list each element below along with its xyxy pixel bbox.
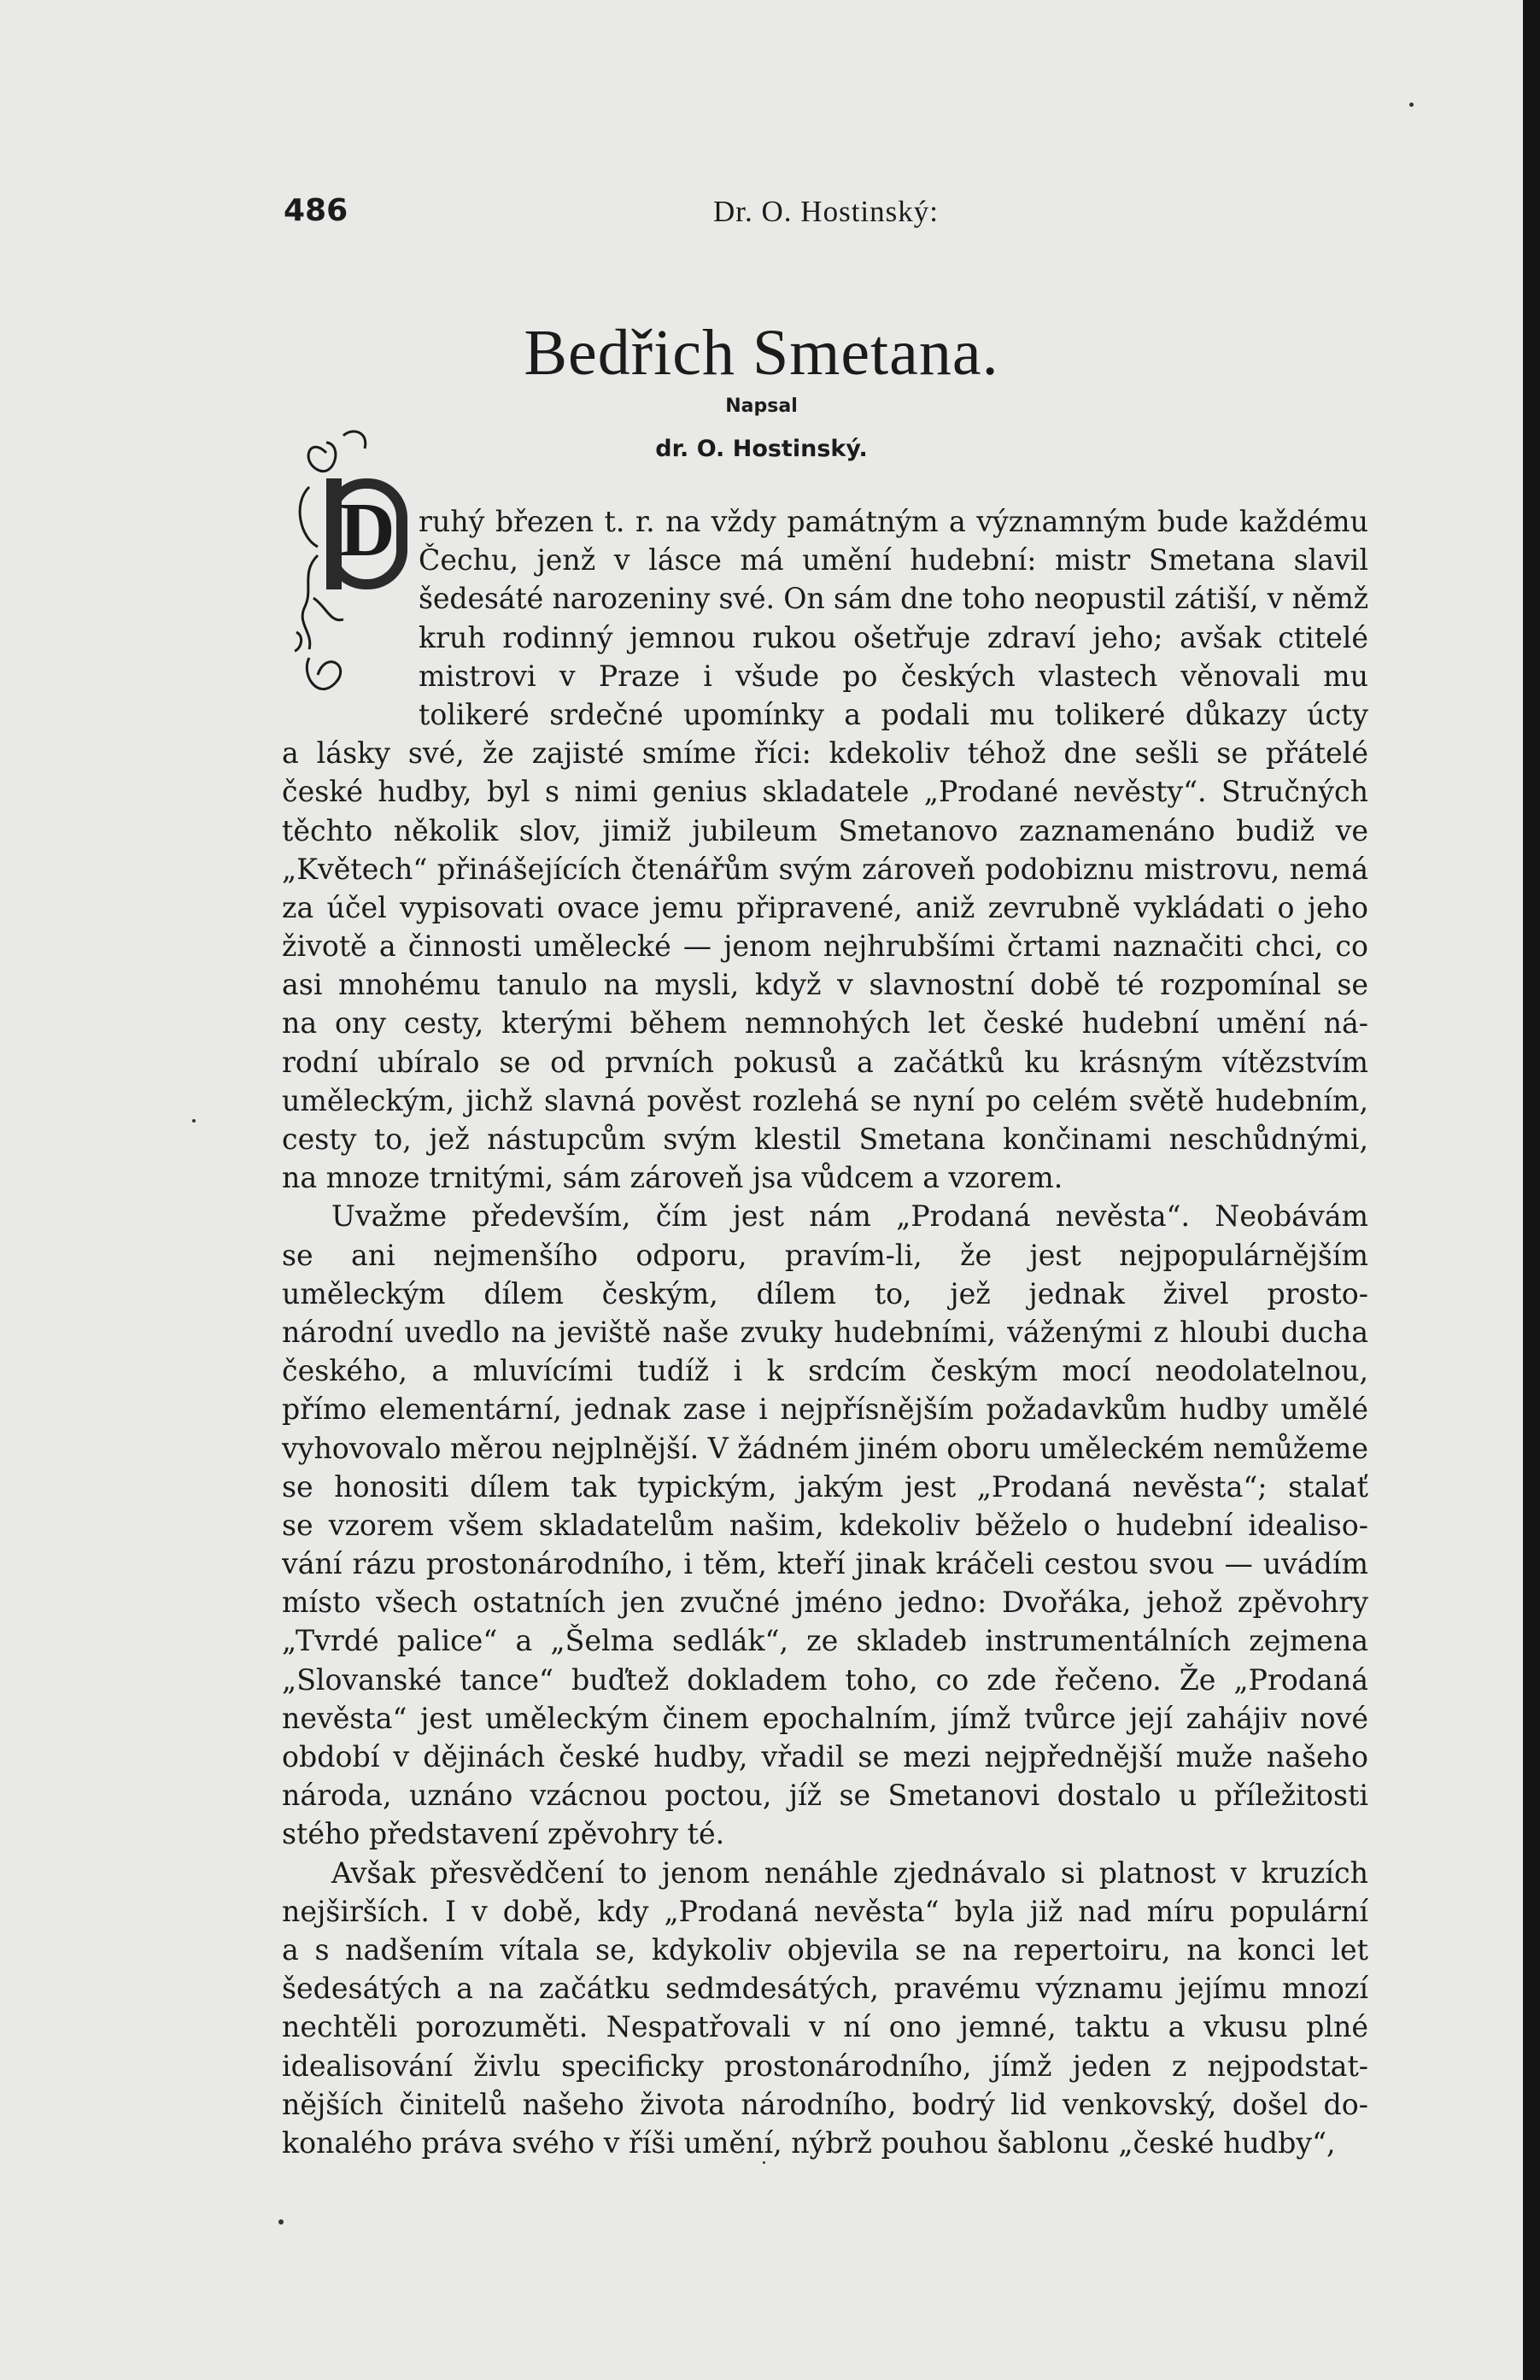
text-line: uměleckým dílem českým, dílem to, jež jednak živel prosto- [282,1276,1368,1310]
article-body [282,502,1368,2162]
page-edge-shadow [1523,0,1540,2380]
text-line: se honositi dílem tak typickým, jakým jest „Prodaná nevěsta“; stalať [282,1469,1368,1504]
text-line: a s nadšením vítala se, kdykoliv objevila se na repertoiru, na konci let [282,1932,1368,1967]
text-line: šedesátých a na začátku sedmdesátých, pravému významu jejímu mnozí [282,1972,1368,2006]
text-line: cesty to, jež nástupcům svým klestil Smetana končinami neschůdnými, [282,1123,1368,1156]
text-line: přímo elementární, jednak zase i nejpřísnějším požadavkům hudby umělé [282,1392,1368,1427]
text-line: idealisování živlu specificky prostonárodního, jímž jeden z nejpodstat- [282,2049,1368,2083]
text-line: asi mnohému tanulo na mysli, když v slavnostní době té rozpomínal se [282,968,1368,1002]
byline-author: dr. O. Hostinský. [655,436,868,462]
paper-speck [763,2161,765,2164]
text-line: místo všech ostatních jen zvučné jméno jedno: Dvořáka, jehož zpěvohry [282,1586,1368,1620]
text-line: „Slovanské tance“ buďtež dokladem toho, co zde řečeno. Že „Prodaná [282,1662,1368,1697]
text-line: nejširších. I v době, kdy „Prodaná nevěsta“ byla již nad míru populární [282,1894,1368,1928]
text-line: se ani nejmenšího odporu, pravím-li, že jest nejpopulárnějším [282,1238,1368,1272]
text-line: české hudby, byl s nimi genius skladatele „Prodané nevěsty“. Stručných [282,775,1368,809]
text-line: Čechu, jenž v lásce má umění hudební: mistr Smetana slavil [419,543,1368,577]
paper-speck [1409,103,1414,107]
text-line: Avšak přesvědčení to jenom nenáhle zjednávalo si platnost v kruzích [331,1855,1368,1890]
text-line: se vzorem všem skladatelům našim, kdekoliv běželo o hudební idealiso- [282,1508,1368,1542]
paper-speck [278,2219,284,2225]
text-line: rodní ubíralo se od prvních pokusů a začátků ku krásným vítězstvím [282,1045,1368,1079]
text-line: tolikeré srdečné upomínky a podali mu tolikeré důkazy úcty [419,697,1368,731]
page-header [284,193,1368,244]
text-line: českého, a mluvícími tudíž i k srdcím českým mocí neodolatelnou, [282,1354,1368,1388]
text-line: národní uvedlo na jeviště naše zvuky hudebními, váženými z hloubi ducha [282,1315,1368,1349]
text-line: nechtěli porozuměti. Nespatřovali v ní ono jemné, taktu a vkusu plné [282,2010,1368,2044]
text-line: ruhý březen t. r. na vždy památným a významným bude každému [419,505,1368,538]
text-line: za účel vypisovati ovace jemu připravené, aniž zevrubně vykládati o jeho [282,890,1368,924]
text-line: kruh rodinný jemnou rukou ošetřuje zdraví jeho; avšak ctitelé [419,620,1368,654]
paper-speck [192,1119,196,1123]
svg-text:D: D [339,488,395,572]
text-line: „Květech“ přinášejících čtenářům svým zároveň podobiznu mistrovu, nemá [282,852,1368,886]
text-line: vyhovovalo měrou nejplnější. V žádném jiném oboru uměleckém nemůžeme [282,1431,1368,1465]
byline-label: Napsal [725,396,798,417]
text-line: těchto několik slov, jimiž jubileum Smetanovo zaznamenáno budiž ve [282,813,1368,847]
article-title: Bedřich Smetana. [524,317,999,389]
running-head: Dr. O. Hostinský: [713,195,939,228]
text-line: Uvažme především, čím jest nám „Prodaná nevěsta“. Neobávám [331,1199,1368,1234]
text-line: konalého práva svého v říši umění, nýbrž pouhou šablonu „české hudby“, [282,2125,1336,2160]
text-line: šedesáté narozeniny své. On sám dne toho neopustil zátiší, v němž [419,582,1368,616]
text-line: na mnoze trnitými, sám zároveň jsa vůdcem a vzorem. [282,1161,1063,1195]
text-line: uměleckým, jichž slavná pověst rozlehá se nyní po celém světě hudebním, [282,1083,1368,1117]
text-line: vání rázu prostonárodního, i těm, kteří jinak kráčeli cestou svou — uvádím [282,1547,1368,1581]
text-line: nějších činitelů našeho života národního, bodrý lid venkovský, došel do- [282,2087,1368,2121]
text-line: nevěsta“ jest uměleckým činem epochalním, jímž tvůrce její zahájiv nové [282,1701,1368,1735]
text-line: mistrovi v Praze i všude po českých vlastech věnovali mu [419,659,1368,693]
page-number: 486 [284,193,348,228]
text-line: a lásky své, že zajisté smíme říci: kdekoliv téhož dne sešli se přátelé [282,736,1368,771]
text-line: na ony cesty, kterými během nemnohých let české hudební umění ná- [282,1006,1368,1041]
text-line: národa, uznáno vzácnou poctou, jíž se Smetanovi dostalo u příležitosti [282,1779,1368,1813]
text-line: období v dějinách české hudby, vřadil se mezi nejpřednější muže našeho [282,1740,1368,1773]
text-line: stého představení zpěvohry té. [282,1817,725,1851]
text-line: životě a činnosti umělecké — jenom nejhrubšími črtami naznačiti chci, co [282,929,1368,964]
text-line: „Tvrdé palice“ a „Šelma sedlák“, ze skladeb instrumentálních zejmena [282,1624,1368,1658]
